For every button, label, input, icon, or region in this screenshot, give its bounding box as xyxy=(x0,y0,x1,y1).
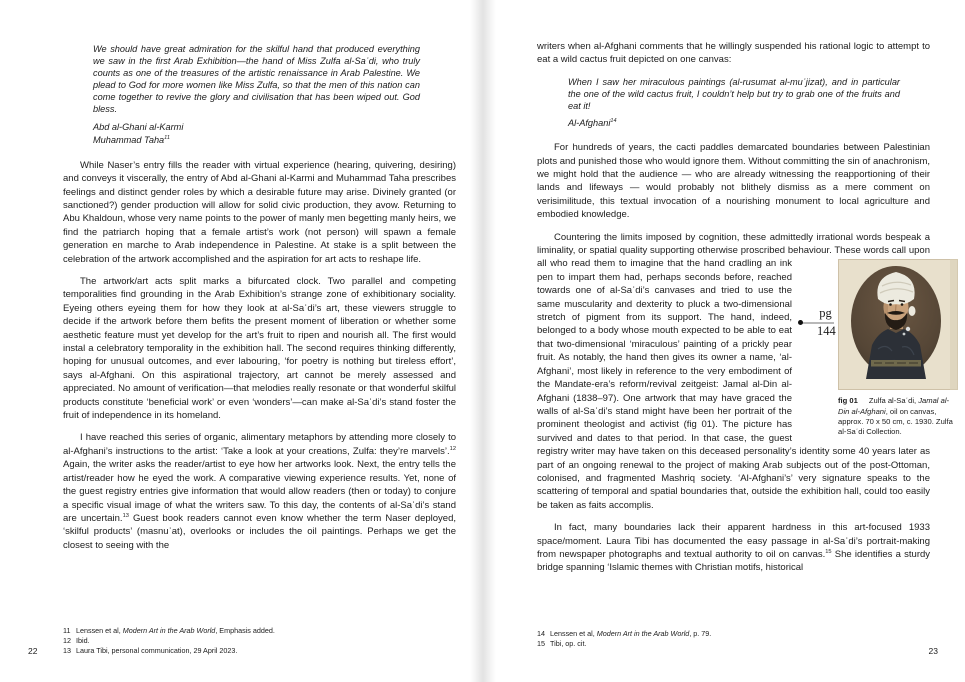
page-ref-marker xyxy=(800,307,834,339)
footnote xyxy=(63,646,456,656)
footnote-text: Lenssen et al, Modern Art in the Arab World, p. 79. xyxy=(550,629,712,638)
right-page xyxy=(483,0,965,682)
body-paragraph-1: While Naser’s entry fills the reader with virtual experience (hearing, quivering, desiring) and conveys it viscerally, the entry of Abd al-Ghani al-Karmi and Muhammad Taha prescribes feelings and distinct gender roles by which a desirable future may arise. Divinely granted (or sanctioned?) gender production will allow for solid civic production, they avow. Returning to Abu Khaldoun, whose very name points to the power of manly men begetting manly heirs, we find the patriarch hoping that a female artist’s work (not person) will spawn a female generation en marche to Arab independence in Palestine. At stake is a split between the celebration of the artwork accomplished and the aspiration for art acts to reshape life. xyxy=(63,159,456,265)
figure-caption-text: Zulfa al-Saʿdi, Jamal al-Din al-Afghani, oil on canvas, approx. 70 x 50 cm, c. 1930. Zulfa al-Saʿdi Collection. xyxy=(838,396,953,437)
page-ref-number: 144 xyxy=(817,324,836,339)
left-page-content xyxy=(63,40,456,561)
body-paragraph-with-figure xyxy=(537,231,953,513)
page-ref-label: pg xyxy=(800,307,834,324)
pull-quote-left xyxy=(93,43,420,146)
page-number-left: 22 xyxy=(28,646,38,656)
footnote-text: Ibid. xyxy=(76,635,90,645)
figure-caption xyxy=(838,396,958,437)
quote-text: When I saw her miraculous paintings (al-rusumat al-muʿjizat), and in particular the one of the wild cactus fruit, I couldn’t help but try to grab one of the fruits and eat it! xyxy=(568,76,900,111)
figure-column xyxy=(838,259,958,437)
paragraph-text-before-figure: Countering the limits imposed by cognition, these admittedly irrational words bespeak a liminality, or spatial quality supporting otherwise proscribed behaviour. These words call upon all who read them to imagine that the hand cradling an ink xyxy=(537,231,930,270)
footnotes-right xyxy=(537,629,930,649)
figure-01 xyxy=(800,259,958,437)
footnote xyxy=(537,639,930,649)
pull-quote-right xyxy=(568,76,900,129)
right-page-content xyxy=(537,40,953,584)
footnote-number: 12 xyxy=(63,635,71,645)
quote-attribution-1: Abd al-Ghani al-Karmi xyxy=(93,121,184,132)
figure-label: fig 01 xyxy=(838,396,858,406)
footnote-text: Lenssen et al, Modern Art in the Arab World, Emphasis added. xyxy=(76,626,275,635)
footnote-number: 15 xyxy=(537,638,545,648)
body-paragraph-continued: writers when al-Afghani comments that he willingly suspended his rational logic to attempt to eat a wild cactus fruit depicted on one canvas: xyxy=(537,41,930,66)
page-number-right: 23 xyxy=(928,646,938,656)
quote-attribution-2: Muhammad Taha$^{11}$ xyxy=(93,134,170,145)
body-paragraph-4: For hundreds of years, the cacti paddles demarcated boundaries between Palestinian plots and punished those who would ignore them. Without committing the sin of anachronism, we might hold that the audience — who are already witnessing the reapportioning of their lands and lifeways — would probably not blithely dismiss as a mere comment on verisimilitude, this textual invocation of a nourishing monument to local agriculture and embodied knowledge. xyxy=(537,142,930,221)
footnote-number: 13 xyxy=(63,645,71,655)
left-page xyxy=(0,0,482,682)
paragraph-text-after-figure: pen to impart them had, perhaps seconds before, reached towards one of al-Saʿdi’s canvases and tried to use the same muscularity and dexterity to pluck a two-dimensional stretch of pigment from its support. The hand, indeed, belonged to a body whose mouth expected to be able to eat that two-dimensional ‘miraculous’ painting of a prickly pear fruit. As notably, the hand then gives its owner a name, ‘al-Afghani’, most likely in reference to the very embodiment of the Mandate-era’s reform/revival zeitgeist: Jamal al-Din al-Afghani (1838–97). One artwork that may have graced the walls of al-Saʿdi’s stand might have been her portrait of the prominent theologist and activist (fig 01). The picture has survived and dates to that period. In that case, the guest registry writer may have taken on this deceased personality’s identity some 40 years later as part of an ongoing renewal to the project of making Arab subjects out of the post-Ottoman, colonised, and fragmented Mashriq society. ‘Al-Afghani’s’ very signature speaks to the scattering of temporal and spatial boundaries that, outside the exhibition hall, could too easily be taken as faits accomplis. xyxy=(537,271,930,511)
footnote xyxy=(63,626,456,636)
footnote-text: Tibi, op. cit. xyxy=(550,638,587,648)
body-paragraph-3: I have reached this series of organic, alimentary metaphors by attending more closely to al-Afghani’s instructions to the artist: ‘Take a look at your creations, Zulfa: they’re marvels’.$^{12}$ Again, the writer asks the reader/artist to eye how her artworks look. Next, the entry tells the artist/reader how he eyed the work. A comparative viewing experience results. Yet, none of the guest registry entries give information that would allow readers (then or today) to conjure a specific visual image of what the writers saw. To this day, the contents of al-Saʿdi’s stand are uncertain.$^{13}$ Guest book readers cannot even know whether the term Naser deployed, ‘skilful products’ (masnuʿat), overlooks or includes the oil paintings. Perhaps we get the closest to seeing with the xyxy=(63,432,456,551)
quote-text: We should have great admiration for the skilful hand that produced everything we saw in the first Arab Exhibition—the hand of Miss Zulfa al-Saʿdi, who truly counts as one of the treasures of the artistic renaissance in Arab Palestine. We plead to God for more women like Miss Zulfa, so that the men of this nation can come together to revive the glory and civilisation that has been wiped out. God bless. xyxy=(93,44,420,115)
footnote-number: 11 xyxy=(63,626,71,635)
footnote xyxy=(537,629,930,639)
body-paragraph-5: In fact, many boundaries lack their apparent hardness in this art-focused 1933 space/moment. Laura Tibi has documented the easy passage in al-Saʿdi’s portrait-making from newspaper photographs and textual authority to oil on canvas.$^{15}$ She identifies a sturdy bridge spanning ‘Islamic themes with Christian motifs, historical xyxy=(537,522,931,574)
footnote xyxy=(63,636,456,646)
quote-attribution: Al-Afghani$^{14}$ xyxy=(568,118,617,129)
footnote-number: 14 xyxy=(537,629,545,638)
footnotes-left xyxy=(63,626,456,656)
portrait-painting-image xyxy=(838,259,958,390)
body-paragraph-2: The artwork/art acts split marks a bifurcated clock. Two parallel and competing temporalities find grounding in the Arab Exhibition’s strange zone of exhibitionary sociality. Eyeing others eyeing them for how they look at al-Saʿdi’s art, these viewers struggle to decide if the artwork before them befits the present moment of liberation or whether some aesthetic feature must yet develop for the art’s fruit to ripen and nourish all. The first would instal a celebratory temporality in the exhibition hall. The second requires thinking differently, hoping for unusual outcomes, and ever labouring, ‘for poetry is nothing but tireless effort’, says al-Afghani. On this aspirational trajectory, art cannot be merely assessed and appreciated. No amount of verification—that melodies really resonate or that wonderful skilful products constitute ‘beneficial work’ or even ‘wonders’—can make al-Saʿdi’s stand foster the fruit of independence in its homeland. xyxy=(63,276,456,422)
footnote-text: Laura Tibi, personal communication, 29 April 2023. xyxy=(76,645,238,655)
